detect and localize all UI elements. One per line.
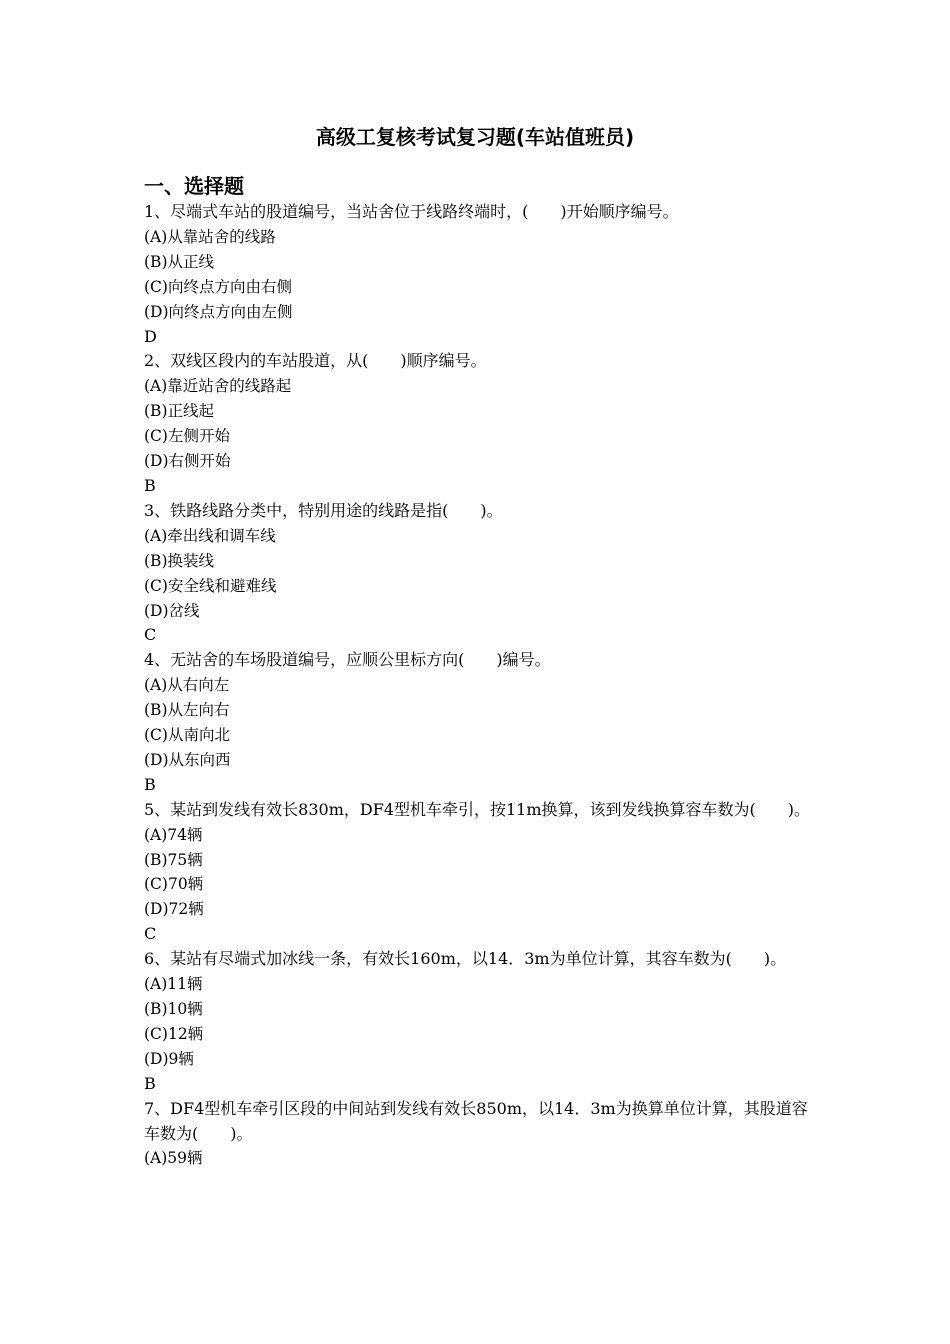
section-heading: 一、选择题 xyxy=(144,174,244,198)
option-a: (A)59辆 xyxy=(144,1149,203,1168)
option-c: (C)左侧开始 xyxy=(144,427,230,446)
option-a: (A)从右向左 xyxy=(144,676,230,695)
option-b: (B)从左向右 xyxy=(144,701,230,720)
answer: D xyxy=(144,326,157,346)
option-c: (C)70辆 xyxy=(144,875,204,894)
answer: B xyxy=(144,1073,156,1093)
option-d: (D)从东向西 xyxy=(144,750,231,769)
option-c: (C)安全线和避难线 xyxy=(144,576,277,595)
option-d: (D)9辆 xyxy=(144,1049,194,1068)
option-a: (A)74辆 xyxy=(144,825,203,844)
question-7 xyxy=(144,1097,814,1172)
question-text: 7、DF4型机车牵引区段的中间站到发线有效长850m，以14．3m为换算单位计算，其股道容车数为( )。 xyxy=(144,1098,808,1143)
option-c: (C)12辆 xyxy=(144,1024,204,1043)
question-1 xyxy=(144,200,814,349)
option-a: (A)从靠站舍的线路 xyxy=(144,227,276,246)
question-4 xyxy=(144,648,814,797)
option-a: (A)牵出线和调车线 xyxy=(144,526,276,545)
option-d: (D)岔线 xyxy=(144,601,200,620)
question-text: 6、某站有尽端式加冰线一条，有效长160m，以14．3m为单位计算，其容车数为( )。 xyxy=(144,949,787,969)
question-text: 5、某站到发线有效长830m，DF4型机车牵引，按11m换算，该到发线换算容车数为( )。 xyxy=(144,799,811,819)
document-body xyxy=(144,172,814,1171)
question-6 xyxy=(144,947,814,1096)
option-d: (D)向终点方向由左侧 xyxy=(144,302,293,321)
answer: B xyxy=(144,475,156,495)
answer: C xyxy=(144,924,157,944)
option-a: (A)11辆 xyxy=(144,975,203,994)
option-a: (A)靠近站舍的线路起 xyxy=(144,377,292,396)
question-text: 3、铁路线路分类中，特别用途的线路是指( )。 xyxy=(144,500,503,520)
question-text: 1、尽端式车站的股道编号，当站舍位于线路终端时，( )开始顺序编号。 xyxy=(144,202,679,221)
answer: C xyxy=(144,625,157,645)
option-c: (C)从南向北 xyxy=(144,726,230,745)
option-b: (B)75辆 xyxy=(144,850,203,869)
option-d: (D)72辆 xyxy=(144,900,204,919)
question-3 xyxy=(144,499,814,648)
question-2 xyxy=(144,349,814,498)
option-d: (D)右侧开始 xyxy=(144,452,231,471)
option-b: (B)10辆 xyxy=(144,1000,203,1018)
answer: B xyxy=(144,774,156,794)
option-b: (B)从正线 xyxy=(144,252,214,271)
question-text: 4、无站舍的车场股道编号，应顺公里标方向( )编号。 xyxy=(144,650,551,670)
option-c: (C)向终点方向由右侧 xyxy=(144,277,292,296)
question-5 xyxy=(144,798,814,947)
option-b: (B)换装线 xyxy=(144,551,214,570)
question-text: 2、双线区段内的车站股道，从( )顺序编号。 xyxy=(144,351,487,371)
option-b: (B)正线起 xyxy=(144,402,214,421)
document-title: 高级工复核考试复习题(车站值班员) xyxy=(315,125,635,149)
